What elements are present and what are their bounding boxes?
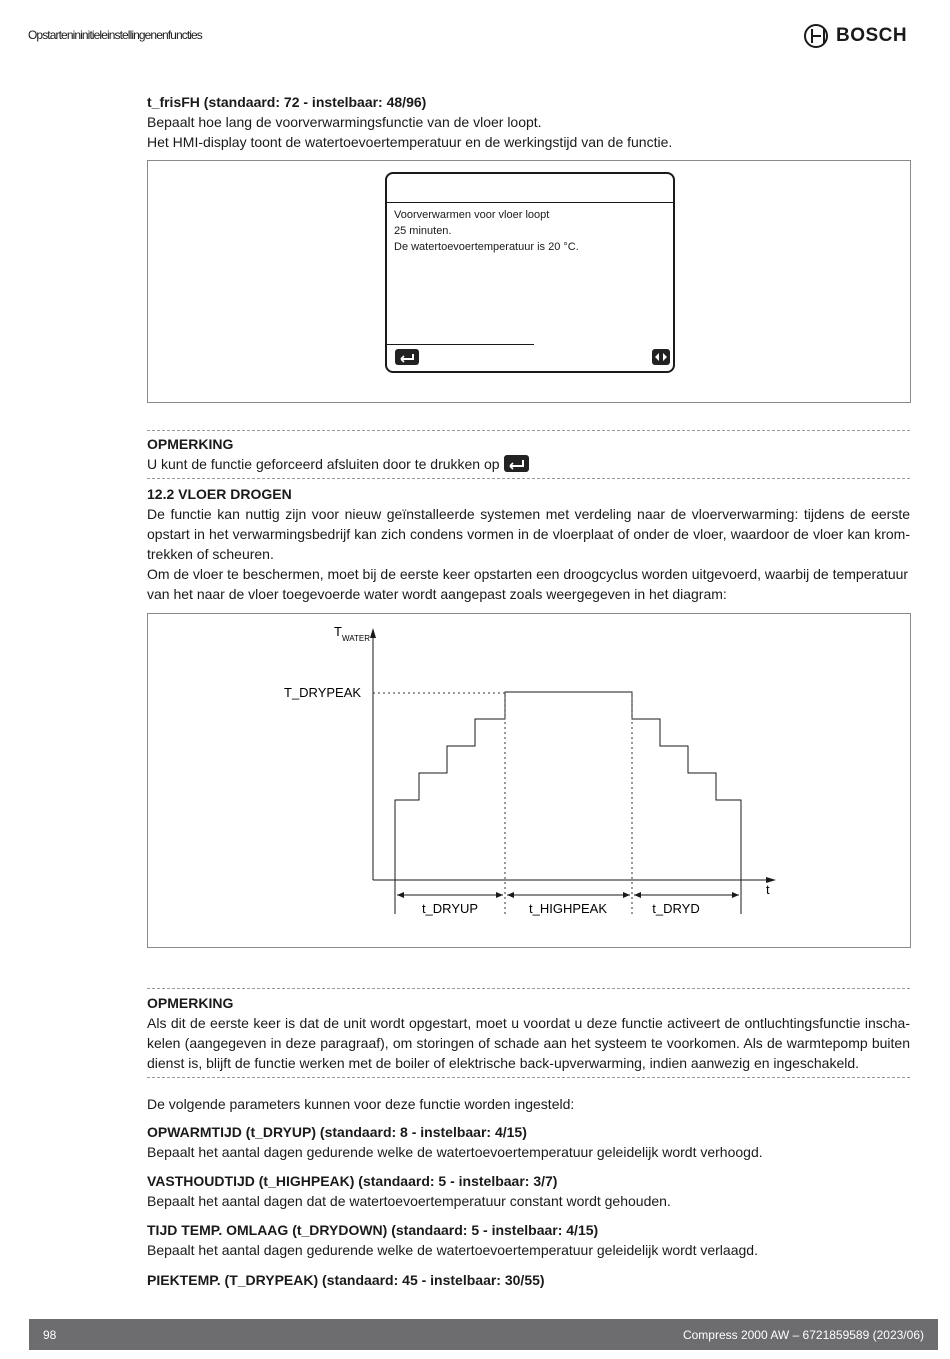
y-axis-label: T (334, 624, 342, 639)
param-title: VASTHOUDTIJD (t_HIGHPEAK) (standaard: 5 - instelbaar: 3/7) (147, 1173, 558, 1189)
document-reference: Compress 2000 AW – 6721859589 (2023/06) (682, 1328, 924, 1342)
hmi-message (394, 207, 579, 255)
diagram-svg (148, 614, 912, 949)
peak-label: T_DRYPEAK (284, 685, 362, 700)
note-box (147, 434, 910, 474)
drying-diagram (147, 613, 911, 948)
hmi-figure (147, 160, 911, 403)
divider (147, 478, 910, 479)
y-axis-arrow (370, 628, 376, 638)
paragraph: Het HMI-display toont de watertoevoertemperatuur en de werkingstijd van de functie. (147, 134, 673, 150)
hmi-text-line: Voorverwarmen voor vloer loopt (394, 209, 550, 221)
temperature-profile-curve (395, 692, 741, 880)
section-heading: 12.2 VLOER DROGEN (147, 486, 292, 502)
brand-name: BOSCH (836, 25, 908, 46)
section-vloer-drogen (147, 484, 910, 604)
param-description: Bepaalt het aantal dagen dat de watertoevoertemperatuur constant wordt gehouden. (147, 1193, 671, 1209)
note-text (147, 454, 910, 474)
divider (147, 1077, 910, 1078)
page-number: 98 (43, 1328, 57, 1342)
section-frisfh (147, 92, 910, 152)
hmi-text-line: De watertoevoertemperatuur is 20 °C. (394, 241, 579, 253)
phase-label-dryup: t_DRYUP (421, 901, 479, 916)
phase-label-dryd: t_DRYD (652, 901, 700, 916)
note-box (147, 993, 910, 1073)
params-intro: De volgende parameters kunnen voor deze functie worden ingesteld: (147, 1096, 575, 1112)
hmi-divider (387, 202, 673, 203)
bosch-logo-icon (804, 24, 828, 48)
param-drypeak (147, 1270, 910, 1290)
x-axis-label: t (766, 882, 770, 897)
divider (147, 430, 910, 431)
param-title: OPWARMTIJD (t_DRYUP) (standaard: 8 - instelbaar: 4/15) (147, 1124, 527, 1140)
enter-key-icon (504, 455, 529, 472)
paragraph: De functie kan nuttig zijn voor nieuw geïnstalleerde systemen met verdeling naar de vloerverwarming: tijdens de eerste opstart in het verwarmingsbedrijf kan zich condens vormen in de vloerplaat of onder de vloer, waardoor de vloer kan krom-trekken of scheuren. (147, 506, 910, 562)
phase-label-highpeak: t_HIGHPEAK (528, 901, 608, 916)
paragraph: Bepaalt hoe lang de voorverwarmingsfunctie van de vloer loopt. (147, 114, 542, 130)
hmi-progress-bar (387, 344, 534, 345)
hmi-display (385, 172, 675, 373)
note-title: OPMERKING (147, 436, 234, 452)
hmi-text-line: 25 minuten. (394, 225, 452, 237)
param-description: Bepaalt het aantal dagen gedurende welke de watertoevoertemperatuur geleidelijk wordt verhoogd. (147, 1144, 763, 1160)
param-highpeak (147, 1171, 910, 1211)
param-description: Bepaalt het aantal dagen gedurende welke de watertoevoertemperatuur geleidelijk wordt verlaagd. (147, 1242, 758, 1258)
y-axis-label-sub: WATER (342, 634, 370, 643)
enter-key-icon[interactable] (395, 349, 419, 365)
param-title: TIJD TEMP. OMLAAG (t_DRYDOWN) (standaard: 5 - instelbaar: 4/15) (147, 1222, 599, 1238)
param-title: PIEKTEMP. (T_DRYPEAK) (standaard: 45 - instelbaar: 30/55) (147, 1272, 545, 1288)
divider (147, 988, 910, 989)
page-footer (29, 1319, 938, 1350)
left-right-arrows-icon[interactable] (652, 349, 670, 365)
running-header-title: Opstartenininitieleinstellingenenfuncties (28, 28, 202, 42)
param-dryup (147, 1122, 910, 1162)
param-drydown (147, 1220, 910, 1260)
note-title: OPMERKING (147, 995, 234, 1011)
param-heading-frisfh: t_frisFH (standaard: 72 - instelbaar: 48/96) (147, 94, 427, 110)
paragraph: Om de vloer te beschermen, moet bij de eerste keer opstarten een droogcyclus worden uitgevoerd, waarbij de temperatuur van het naar de vloer toegevoerde water wordt aangepast zoals weergegeven in het diagram: (147, 566, 909, 602)
note-text-content: U kunt de functie geforceerd afsluiten door te drukken op (147, 456, 500, 472)
brand-logo (804, 24, 907, 48)
note-text: Als dit de eerste keer is dat de unit wordt opgestart, moet u voordat u deze functie activeert de ontluchtingsfunctie inscha-kelen (aangegeven in deze paragraaf), om storingen of schade aan het systeem te voorkomen. Als de warmtepomp buiten dienst is, blijft de functie werken met de boiler of elektrische back-upverwarming, indien aanwezig en ingeschakeld. (147, 1015, 910, 1071)
